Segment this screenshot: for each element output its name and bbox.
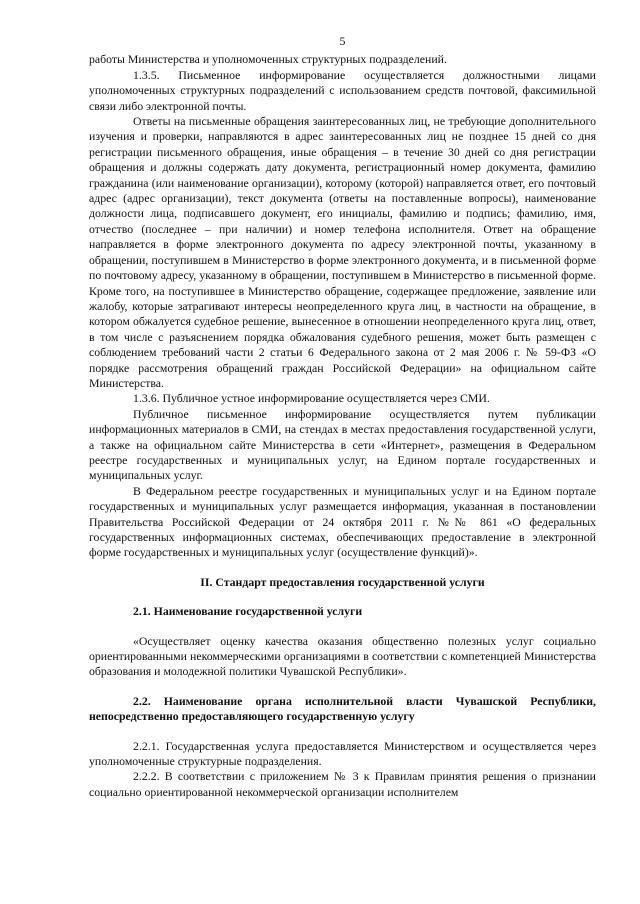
paragraph-1-3-6: 1.3.6. Публичное устное информирование осуществляется через СМИ. [133,391,490,406]
subsection-2-1-heading: 2.1. Наименование государственной услуги [133,604,363,619]
paragraph-2-2-2: 2.2.2. В соответствии с приложением № 3 к Правилам принятия решения о признании социально ориентированной некоммерческой организации исполнителем [89,769,596,799]
paragraph-federal-registry: В Федеральном реестре государственных и муниципальных услуг и на Едином портале государственных и муниципальных услуг размещается информация, указанная в постановлении Правительства Российской Федерации от 24 октября 2011 г. №№ 861 «О федеральных государственных информационных системах, обеспечивающих предоставление в электронной форме государственных и муниципальных услуг (осуществление функций)». [89,483,596,560]
section-title: II. Стандарт предоставления государственной услуги [200,574,485,589]
subsection-2-1-text: «Осуществляет оценку качества оказания общественно полезных услуг социально ориентированными некоммерческими организациями в соответствии с компетенцией Министерства образования и молодежной политики Чувашской Республики». [89,633,596,679]
subsection-2-2-heading: 2.2. Наименование органа исполнительной власти Чувашской Республики, непосредственно предоставляющего государственную услугу [89,693,596,724]
paragraph-public-written: Публичное письменное информирование осуществляется путем публикации информационных материалов в СМИ, на стендах в местах предоставления государственной услуги, а также на официальном сайте Министерства в сети «Интернет», размещения в Федеральном реестре государственных и муниципальных услуг, на Едином портале государственных и муниципальных услуг. [89,406,596,483]
page-number: 5 [339,34,346,48]
paragraph-written-replies: Ответы на письменные обращения заинтересованных лиц, не требующие дополнительного изучения и проверки, направляются в адрес заинтересованных лиц не позднее 15 дней со дня регистрации письменного обращения, иные обращения – в течение 30 дней со дня регистрации обращения и должны содержать дату документа, регистрационный номер документа, фамилию гражданина (или наименование организации), которому (которой) направляется ответ, его почтовый адрес (адрес организации), текст документа (ответы на поставленные вопросы), наименование должности лица, подписавшего документ, его инициалы, фамилию и подпись; фамилию, имя, отчество (последнее – при наличии) и номер телефона исполнителя. Ответ на обращение направляется в форме электронного документа по адресу электронной почты, указанному в обращении, поступившем в Министерство в форме электронного документа, и в письменной форме по почтовому адресу, указанному в обращении, поступившем в Министерство в письменной форме. Кроме того, на поступившее в Министерство обращение, содержащее предложение, заявление или жалобу, которые затрагивают интересы неопределенного круга лиц, в частности на обращение, в котором обжалуется судебное решение, вынесенное в отношении неопределенного круга лиц, ответ, в том числе с разъяснением порядка обжалования судебного решения, может быть размещен с соблюдением требований части 2 статьи 6 Федерального закона от 2 мая 2006 г. № 59-ФЗ «О порядке рассмотрения обращений граждан Российской Федерации» на официальном сайте Министерства. [89,114,596,390]
paragraph-2-2-1: 2.2.1. Государственная услуга предоставляется Министерством и осуществляется через уполномоченные структурные подразделения. [89,738,596,769]
paragraph-1-3-5: 1.3.5. Письменное информирование осуществляется должностными лицами уполномоченных структурных подразделений с использованием средств почтовой, факсимильной связи либо электронной почты. [89,67,596,113]
paragraph-continuation: работы Министерства и уполномоченных структурных подразделений. [89,52,447,67]
